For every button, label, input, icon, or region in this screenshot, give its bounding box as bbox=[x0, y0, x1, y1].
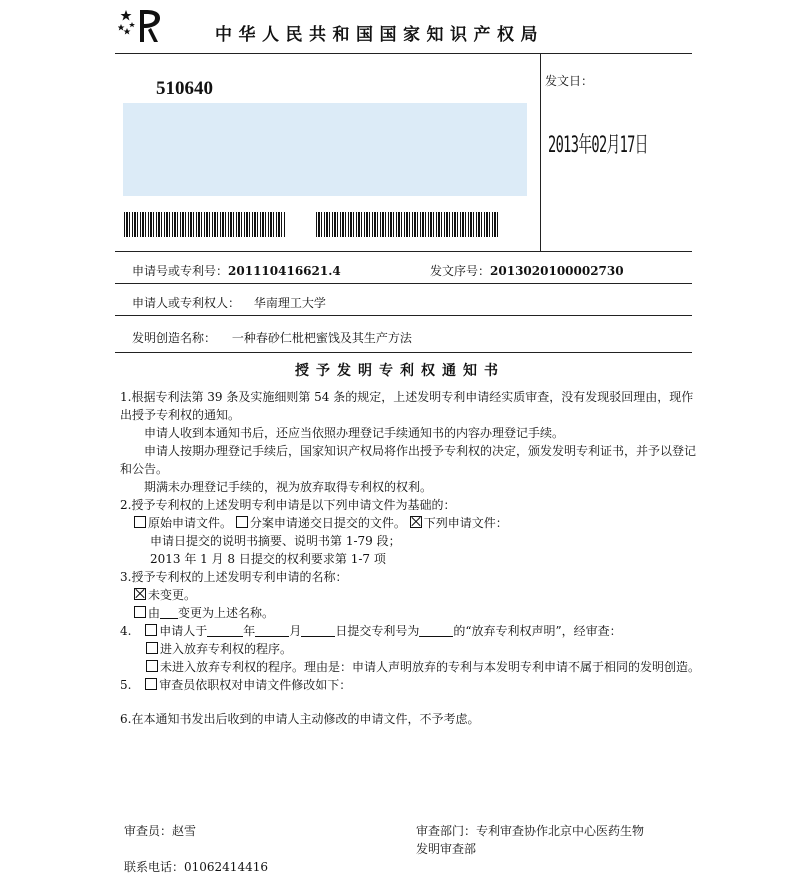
checkbox-unchecked bbox=[134, 516, 146, 528]
paragraph: 期满未办理登记手续的，视为放弃取得专利权的权利。 bbox=[144, 480, 433, 494]
postal-code: 510640 bbox=[156, 78, 213, 99]
paragraph: 和公告。 bbox=[120, 462, 169, 476]
option-divisional-files: 分案申请递交日提交的文件。 bbox=[249, 516, 406, 530]
application-number: 201110416621.4 bbox=[228, 264, 341, 278]
waiver-text: 申请人于 bbox=[159, 624, 208, 638]
organization-name: 中华人民共和国国家知识产权局 bbox=[215, 25, 544, 45]
option-original-files: 原始申请文件。 bbox=[148, 516, 233, 530]
invention-name: 一种春砂仁枇杷蜜饯及其生产方法 bbox=[231, 331, 412, 345]
cnipa-logo-icon bbox=[118, 8, 170, 46]
blank-field bbox=[160, 607, 178, 619]
paragraph: 出授予专利权的通知。 bbox=[120, 408, 241, 422]
option-changed-from: 由 bbox=[148, 606, 161, 620]
blank-field bbox=[301, 625, 335, 637]
option-unchanged: 未变更。 bbox=[148, 588, 197, 602]
waiver-text: 月 bbox=[289, 624, 302, 638]
item-number: 5. bbox=[120, 678, 132, 692]
rule bbox=[115, 251, 692, 252]
issue-date-value: 2013年02月17日 bbox=[548, 133, 648, 158]
department: 发明审查部 bbox=[416, 842, 477, 856]
item-number: 4. bbox=[120, 624, 132, 638]
address-block bbox=[123, 103, 527, 196]
paragraph: 3.授予专利权的上述发明专利申请的名称： bbox=[120, 570, 348, 584]
checkbox-unchecked bbox=[236, 516, 248, 528]
issue-date-label: 发文日： bbox=[545, 74, 594, 88]
barcode bbox=[124, 212, 286, 237]
serial-number: 2013020100002730 bbox=[490, 264, 624, 278]
applicant-label: 申请人或专利权人： bbox=[132, 296, 241, 310]
invention-label: 发明创造名称： bbox=[132, 331, 217, 345]
file-line: 申请日提交的说明书摘要、说明书第 1-79 段； bbox=[150, 534, 401, 548]
barcode bbox=[316, 212, 499, 237]
option-changed-to: 变更为上述名称。 bbox=[178, 606, 275, 620]
checkbox-unchecked bbox=[146, 660, 158, 672]
examiner: 审查员：赵雪 bbox=[124, 824, 197, 838]
examiner-amendment: 审查员依职权对申请文件修改如下： bbox=[159, 678, 352, 692]
paragraph: 申请人按期办理登记手续后，国家知识产权局将作出授予专利权的决定，颁发发明专利证书，并予以登记 bbox=[144, 444, 697, 458]
rule bbox=[115, 352, 692, 353]
checkbox-unchecked bbox=[134, 606, 146, 618]
notice-title: 授予发明专利权通知书 bbox=[295, 363, 505, 379]
waiver-text: 日提交专利号为 bbox=[335, 624, 420, 638]
header-rule bbox=[115, 53, 692, 54]
blank-field bbox=[207, 625, 243, 637]
option-no-waiver: 未进入放弃专利权的程序。理由是：申请人声明放弃的专利与本发明专利申请不属于相同的发明创造。 bbox=[160, 660, 701, 674]
waiver-text: 的“放弃专利权声明”，经审查： bbox=[453, 624, 622, 638]
paragraph: 1.根据专利法第 39 条及实施细则第 54 条的规定，上述发明专利申请经实质审查，没有发现驳回理由，现作 bbox=[120, 390, 694, 404]
application-number-label: 申请号或专利号： bbox=[132, 264, 229, 278]
file-line: 2013 年 1 月 8 日提交的权利要求第 1-7 项 bbox=[150, 552, 386, 566]
contact-phone: 联系电话：01062414416 bbox=[124, 860, 268, 874]
checkbox-unchecked bbox=[145, 624, 157, 636]
applicant-name: 华南理工大学 bbox=[253, 296, 326, 310]
serial-number-label: 发文序号： bbox=[430, 264, 491, 278]
rule bbox=[115, 315, 692, 316]
blank-field bbox=[419, 625, 453, 637]
date-divider bbox=[540, 53, 541, 251]
paragraph: 申请人收到本通知书后，还应当依照办理登记手续通知书的内容办理登记手续。 bbox=[144, 426, 565, 440]
checkbox-checked bbox=[134, 588, 146, 600]
option-following-files: 下列申请文件： bbox=[423, 516, 508, 530]
checkbox-unchecked bbox=[146, 642, 158, 654]
checkbox-unchecked bbox=[145, 678, 157, 690]
department: 审查部门：专利审查协作北京中心医药生物 bbox=[416, 824, 645, 838]
paragraph: 6.在本通知书发出后收到的申请人主动修改的申请文件，不予考虑。 bbox=[120, 712, 480, 726]
rule bbox=[115, 283, 692, 284]
blank-field bbox=[255, 625, 289, 637]
paragraph: 2.授予专利权的上述发明专利申请是以下列申请文件为基础的： bbox=[120, 498, 456, 512]
checkbox-checked bbox=[410, 516, 422, 528]
waiver-text: 年 bbox=[243, 624, 256, 638]
option-enter-waiver: 进入放弃专利权的程序。 bbox=[160, 642, 293, 656]
